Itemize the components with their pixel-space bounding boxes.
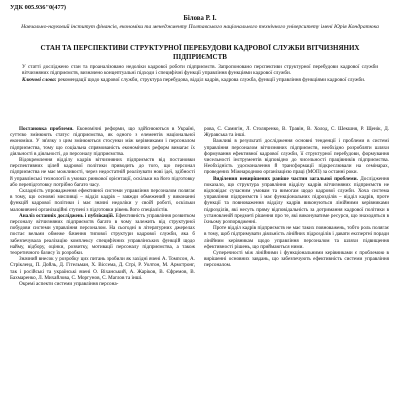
paragraph: Суперечності між лінійними і функціональними керівниками є проблемою в вирішенні основних завдань, що забезпечують ефективність системи управління персоналом.: [204, 250, 389, 269]
paragraph: Виділення невирішених раніше частин загальної проблеми. Дослідження показало, що структура управління відділу кадрів вітчизняних підприємств не відповідає сучасним умовам та вимогам щодо кадрової служби. Хоча система управління підприємств і має функціональних підрозділів – відділ кадрів, проте функції та повноваження відділу кадрів виконуються лінійними керівниками підрозділів, які несуть пряму відповідальність за дотримання кадрової політики в установленій предметі рішення про те, які виконуватиме ресурси, що знаходяться в їхньому розпорядженні.: [204, 175, 389, 226]
keywords-label: Ключові слова:: [22, 76, 57, 83]
paragraph: Окремі аспекти системи управління персона-: [19, 281, 119, 288]
paragraph: Важливі в результаті дослідження основні тенденції і проблеми в системі управління персоналом вітчизняних підприємств, необхідно розробляти шляхи формування ефективної кадрової служби, її структурної перебудови, формування чисельності інструментів відповідно до чисельності працівників підприємства. Необхідність удосконалення й трансформації підкреслювали на семінарах, проведених Міжнародною організацією праці (МОП) за останні роки.: [204, 138, 389, 176]
left-column: [10, 126, 195, 287]
right-column: [204, 126, 389, 269]
paragraph: Складність упровадження ефективної системи управління персоналом полягає в тому, що основні мисливці – відділ кадрів – завжди обмежений у виконанні функцій кадрової політики і має значні недоліки у своїй роботі, оскільки маловивчені організаційні ступені з підготовки рівень його спеціалістів.: [10, 188, 195, 213]
paragraph: Проте відділ кадрів підприємств не має таких повноважень, тобто роль полягає в тому, щоб підтримувати діяльність лінійних підрозділів і давати експертні поради лінійним керівникам щодо управління персоналом та шляхи підвищення ефективності рішень, що приймаються ними.: [204, 225, 389, 250]
udk-code: УДК 005.936"0(477): [10, 4, 67, 11]
abstract-text: У статті досліджено стан та проаналізовано недоліки кадрової роботи підприємств. Запропоновано перспективи структурної перебудови кадрової служби вітчизняних підприємств, визначено концептуальні підходи і специфічні функції управління функціями кадрової служби.: [22, 64, 378, 77]
paragraph: Значний внесок у розробку цих питань зробили як західні вчені А. Томпсон, А. Стрікленд, П. Дойль, Д. Гітельман, Х. Віссема, Д. Стрі, Р. Уолтон, М. Армстронг, так і російські та українські вчені О. Віханський, А. Жаріков, В. Єфремов, В. Бахмаренко, Л. Михайлова, С. Моргунов, С. Маглов та інші.: [10, 256, 195, 281]
affiliation: Навчально-науковий інститут фінансів, економіки та менеджменту Полтавського національного технічного університету імені Юрія Кондратюка: [21, 24, 379, 30]
paragraph: рова, С. Самигін, Л. Столяренко, В. Травін, В. Холод, С. Шекшня, Р. Щенік, Д. Журавська та інші.: [204, 126, 389, 139]
paper-title: СТАН ТА ПЕРСПЕКТИВИ СТРУКТУРНОЇ ПЕРЕБУДОВИ КАДРОВОЇ СЛУЖБИ ВІТЧИЗНЯНИХ ПІДПРИЄМСТВ: [40, 44, 360, 61]
keywords-text: рекомендації щодо кадрової служби, структура перебудова, відділ кадрів, кадрова служба, функції управління функціями кадрової служби.: [57, 76, 366, 83]
paragraph: Постановка проблеми. Економічні реформи, що здійснюються в Україні, суттєво змінюють статус підприємства, як одного з елементів національної економіки. У зв'язку з цим змінюються стосунки між керівниками і персоналом підприємства, тому що соціальна спрямованість економічних реформ вимагає їх діяльності в діяльності, до персоналу підприємства.: [10, 126, 195, 157]
abstract: [22, 64, 378, 83]
author-name: Білова Р. І.: [183, 15, 217, 22]
paragraph: Відокремлення відділу кадрів вітчизняних підприємств від постановки перспективних цілей кадрової політики приводить до того, що персонал підприємства не має можливості, через недостатній реалізувати нові ідеї, здібності й управлінські технології в умовах ринкової орієнтації, оскільки на його підготовку або перепідготовку потрібно багато часу.: [10, 157, 195, 188]
paragraph: Аналіз останніх досліджень і публікацій. Ефективність управління розвитком персоналу вітчизняних підприємств багато в чому залежить від структурної побудови системи управління персоналом. На сьогодні в літературних джерелах постає вельми обмеже бачення типової структури кадрової служби, яка б забезпечувала реалізацію комплексу специфічних управлінських функцій щодо найму, відбору, оцінки, розвитку, мотивації персоналу підприємства, а також теоретичного базису їх розробки.: [10, 212, 195, 257]
